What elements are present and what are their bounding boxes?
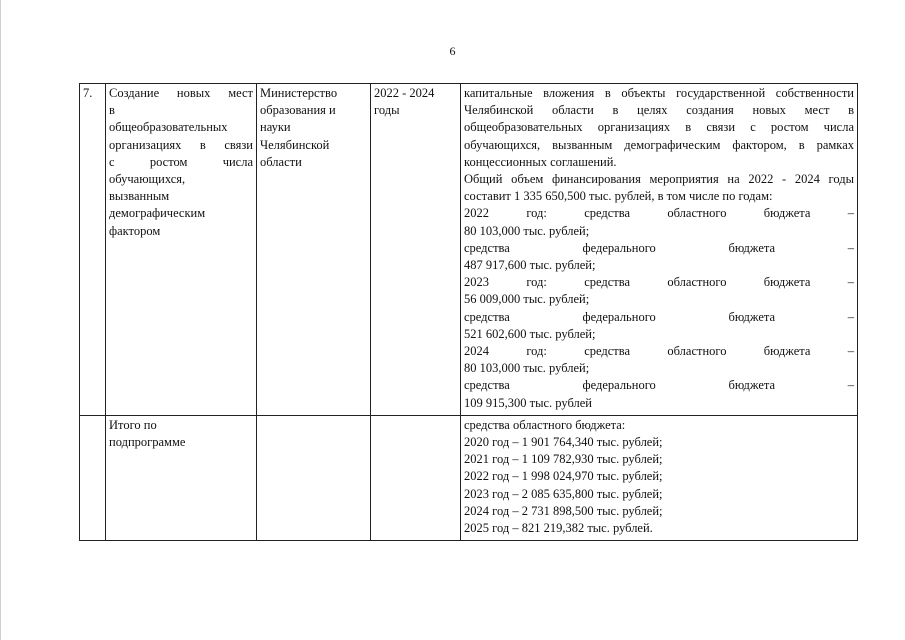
executor-line: науки: [260, 120, 291, 135]
total-funding-line: 2020 год – 1 901 764,340 тыс. рублей;: [464, 435, 663, 450]
activity-name-line: общеобразовательных: [109, 120, 228, 135]
page-number: 6: [449, 44, 456, 58]
executor-line: образования и: [260, 103, 336, 118]
description-cell: [461, 84, 858, 416]
breakdown-amount: 109 915,300 тыс. рублей: [464, 395, 592, 410]
total-funding-cell: [461, 415, 858, 540]
activity-name-line: вызванным: [109, 189, 170, 204]
breakdown-label: средства федерального бюджета –: [464, 309, 854, 324]
breakdown-amount: 80 103,000 тыс. рублей;: [464, 361, 590, 376]
total-funding-line: 2022 год – 1 998 024,970 тыс. рублей;: [464, 469, 663, 484]
period-cell: [371, 415, 461, 540]
breakdown-label: средства федерального бюджета –: [464, 240, 854, 255]
funding-breakdown: [464, 205, 854, 411]
table-row-total: [80, 415, 858, 540]
executor-line: области: [260, 154, 302, 169]
description-intro: капитальные вложения в объекты государственной собственности Челябинской области в целях создания новых мест в общеобразовательных организациях в связи с ростом числа обучающихся, вызванным демографическим фактором, в рамках концессионных соглашений.: [464, 86, 854, 169]
page-edge-line: [0, 0, 1, 640]
executor-line: Челябинской: [260, 137, 330, 152]
total-funding-line: 2023 год – 2 085 635,800 тыс. рублей;: [464, 486, 663, 501]
total-name-line: подпрограмме: [109, 435, 186, 450]
total-funding-line: 2025 год – 821 219,382 тыс. рублей.: [464, 521, 653, 536]
row-number-cell: [80, 415, 106, 540]
breakdown-amount: 521 602,600 тыс. рублей;: [464, 326, 596, 341]
executor-cell: [257, 84, 371, 416]
table-row-7: [80, 84, 858, 416]
total-funding-header: средства областного бюджета:: [464, 417, 626, 432]
breakdown-label: 2022 год: средства областного бюджета –: [464, 206, 854, 221]
breakdown-label: средства федерального бюджета –: [464, 378, 854, 393]
executor-cell: [257, 415, 371, 540]
activity-name-line: Создание новых мест: [109, 86, 253, 100]
breakdown-amount: 56 009,000 тыс. рублей;: [464, 292, 590, 307]
breakdown-label: 2024 год: средства областного бюджета –: [464, 344, 854, 359]
activity-name-line: с ростом числа: [109, 154, 253, 169]
period-text: 2022 - 2024 годы: [374, 86, 435, 118]
total-name-cell: [106, 415, 257, 540]
breakdown-label: 2023 год: средства областного бюджета –: [464, 275, 854, 290]
activity-name-line: обучающихся,: [109, 172, 186, 187]
activity-name-line: в: [109, 103, 115, 118]
breakdown-amount: 80 103,000 тыс. рублей;: [464, 223, 590, 238]
activity-name-line: демографическим: [109, 206, 206, 221]
row-number: 7.: [83, 86, 93, 100]
breakdown-amount: 487 917,600 тыс. рублей;: [464, 258, 596, 273]
activity-name-line: фактором: [109, 223, 161, 238]
description-total: Общий объем финансирования мероприятия на 2022 - 2024 годы составит 1 335 650,500 тыс. рублей, в том числе по годам:: [464, 172, 854, 204]
period-cell: [371, 84, 461, 416]
activity-name-line: организациях в связи: [109, 137, 253, 152]
row-number-cell: [80, 84, 106, 416]
total-name-line: Итого по: [109, 417, 157, 432]
program-table: [79, 83, 858, 541]
executor-line: Министерство: [260, 86, 338, 100]
total-funding-line: 2021 год – 1 109 782,930 тыс. рублей;: [464, 452, 663, 467]
total-funding-line: 2024 год – 2 731 898,500 тыс. рублей;: [464, 503, 663, 518]
activity-name-cell: [106, 84, 257, 416]
